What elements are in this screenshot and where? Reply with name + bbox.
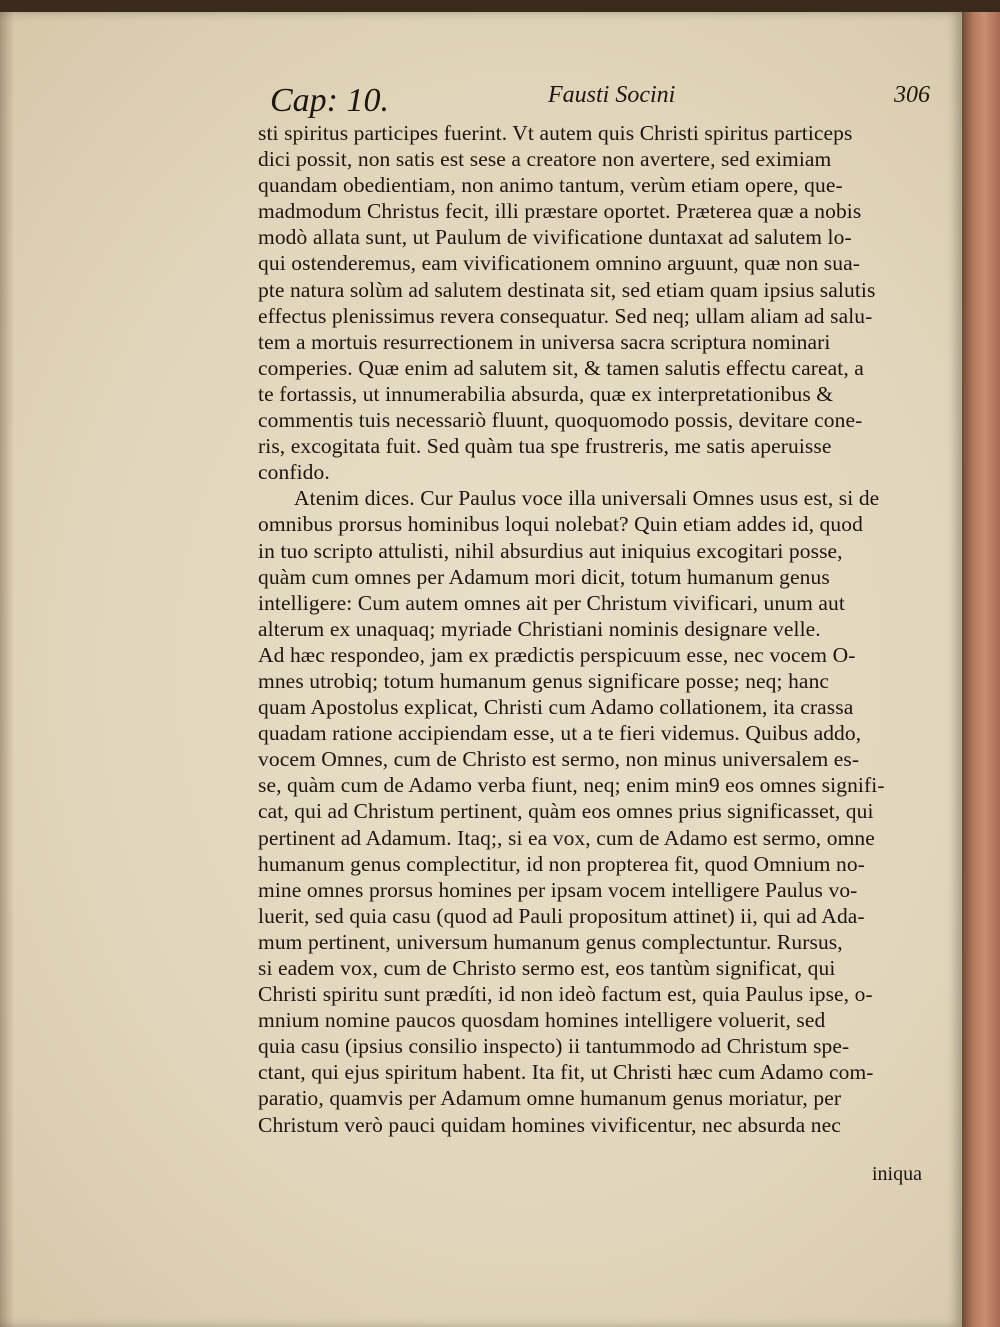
text-line: quàm cum omnes per Adamum mori dicit, totum humanum genus [258,564,830,589]
text-line: modò allata sunt, ut Paulum de vivificatione duntaxat ad salutem lo- [258,225,852,250]
text-line: Christum verò pauci quidam homines vivificentur, nec absurda nec [258,1112,841,1137]
paragraph-start-line: Atenim dices. Cur Paulus voce illa universali Omnes usus est, si de [294,486,880,511]
text-line: mine omnes prorsus homines per ipsam vocem intelligere Paulus vo- [258,877,858,902]
catchword: iniqua [872,1163,922,1185]
text-line: alterum ex unaquaq; myriade Christiani nominis designare velle. [258,616,821,641]
text-line: quadam ratione accipiendam esse, ut a te fieri videmus. Quibus addo, [258,721,862,746]
text-line: Ad hæc respondeo, jam ex prædictis perspicuum esse, nec vocem O- [258,642,856,667]
text-line: quia casu (ipsius consilio inspecto) ii tantummodo ad Christum spe- [258,1034,850,1059]
text-line: Christi spiritu sunt prædíti, id non ideò factum est, quia Paulus ipse, o- [258,982,873,1007]
text-line: paratio, quamvis per Adamum omne humanum genus moriatur, per [258,1086,842,1111]
page-number: 306 [894,82,930,108]
text-line: mnium nomine paucos quosdam homines intelligere voluerit, sed [258,1008,826,1033]
text-line: madmodum Christus fecit, illi præstare oportet. Præterea quæ a nobis [258,199,862,224]
text-line: dici possit, non satis est sese a creatore non avertere, sed eximiam [258,147,832,172]
text-line: omnibus prorsus hominibus loqui nolebat? Quin etiam addes id, quod [258,512,863,537]
text-line: vocem Omnes, cum de Christo est sermo, non minus universalem es- [258,747,860,772]
text-line: ctant, qui ejus spiritum habent. Ita fit, ut Christi hæc cum Adamo com- [258,1060,874,1085]
text-line: pte natura solùm ad salutem destinata sit, sed etiam quam ipsius salutis [258,277,876,302]
text-line: in tuo scripto attulisti, nihil absurdius aut iniquius excogitari posse, [258,538,843,563]
text-line: mnes utrobiq; totum humanum genus significare posse; neq; hanc [258,668,830,693]
text-line: qui ostenderemus, eam vivificationem omnino arguunt, quæ non sua- [258,251,861,276]
page-gutter [0,12,14,1327]
text-line: effectus plenissimus revera consequatur. Sed neq; ullam aliam ad salu- [258,303,873,328]
text-line: humanum genus complectitur, id non propterea fit, quod Omnium no- [258,851,865,876]
text-line: pertinent ad Adamum. Itaq;, si ea vox, cum de Adamo est sermo, omne [258,825,875,850]
text-line: intelligere: Cum autem omnes ait per Christum vivificari, unum aut [258,590,845,615]
text-line: comperies. Quæ enim ad salutem sit, & tamen salutis effectu careat, a [258,355,864,380]
text-line: se, quàm cum de Adamo verba fiunt, neq; enim min9 eos omnes signifi- [258,773,885,798]
text-line: sti spiritus participes fuerint. Vt autem quis Christi spiritus particeps [258,121,853,145]
body-text [258,120,938,1138]
running-title: Fausti Socini [548,82,676,108]
page-edge [962,12,1000,1327]
text-line: si eadem vox, cum de Christo sermo est, eos tantùm significat, qui [258,956,836,980]
text-line: quandam obedientiam, non animo tantum, verùm etiam opere, que- [258,173,843,198]
text-line: mum pertinent, universum humanum genus complectuntur. Rursus, [258,929,843,954]
text-line: te fortassis, ut innumerabilia absurda, quæ ex interpretationibus & [258,381,834,406]
chapter-heading: Cap: 10. [270,82,389,119]
running-header [270,82,940,122]
text-line: tem a mortuis resurrectionem in universa sacra scriptura nominari [258,329,831,354]
text-line: luerit, sed quia casu (quod ad Pauli propositum attinet) ii, qui ad Ada- [258,903,865,928]
text-line: quam Apostolus explicat, Christi cum Adamo collationem, ita crassa [258,695,854,720]
text-line: cat, qui ad Christum pertinent, quàm eos omnes prius significasset, qui [258,799,874,824]
text-line: commentis tuis necessariò fluunt, quoquomodo possis, devitare cone- [258,408,863,433]
text-line: ris, excogitata fuit. Sed quàm tua spe frustreris, me satis aperuisse [258,434,832,459]
text-line: confido. [258,460,330,485]
